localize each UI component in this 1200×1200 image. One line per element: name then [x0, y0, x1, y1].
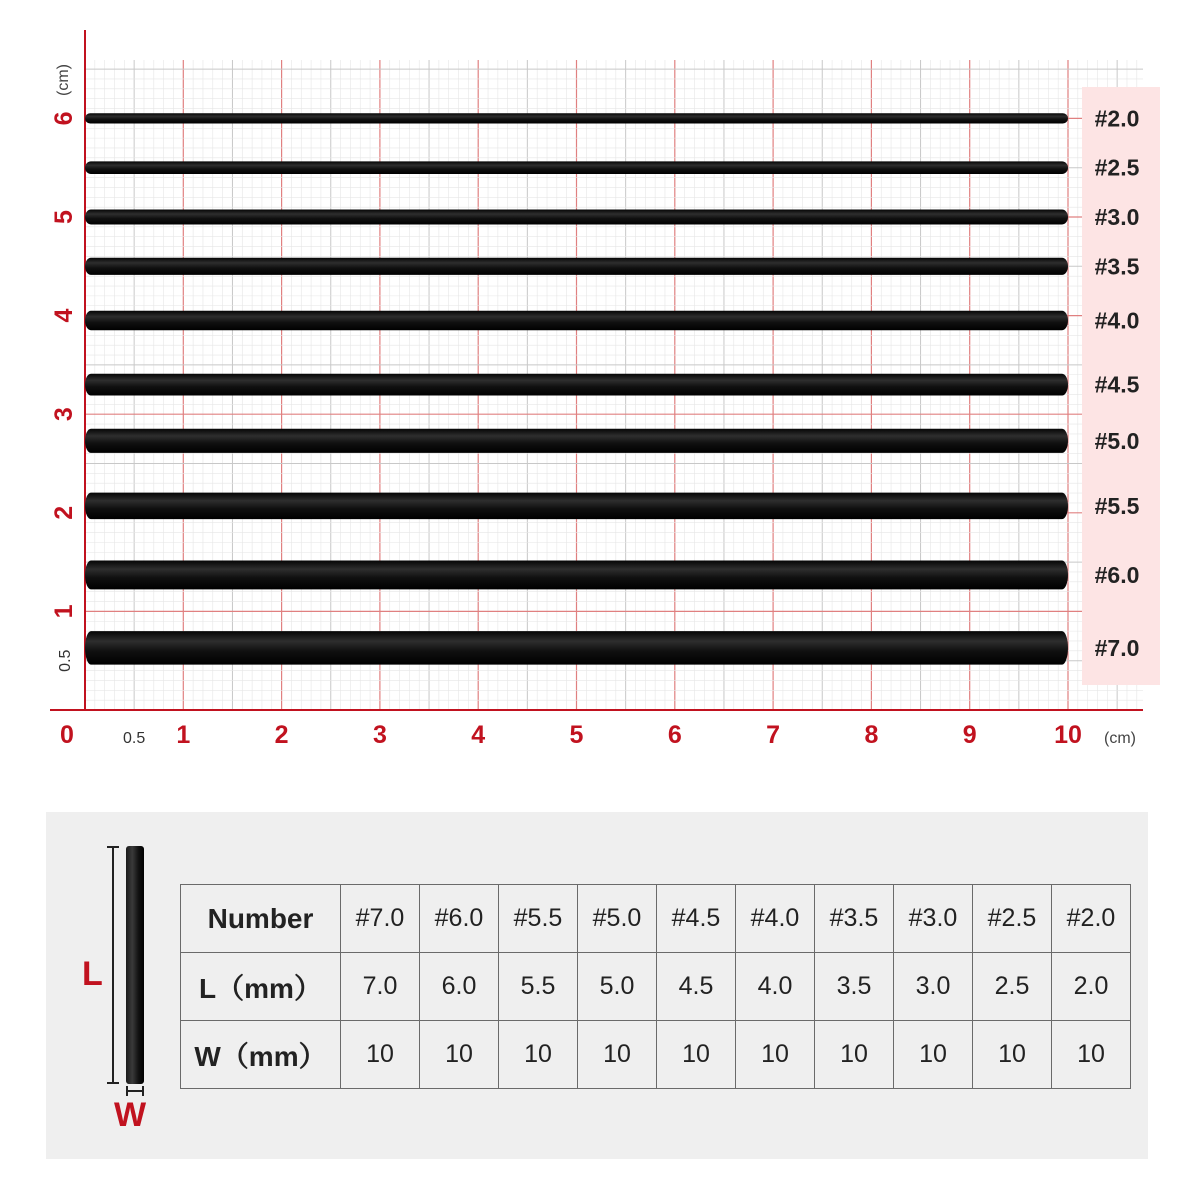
rod-size-label: #2.0 — [1094, 105, 1140, 132]
rod-illustration — [126, 846, 144, 1084]
x-tick-label: 5 — [569, 721, 584, 749]
rod-size-label: #3.0 — [1094, 204, 1140, 230]
rod-size-label: #3.5 — [1094, 253, 1140, 280]
length-label: L — [82, 955, 103, 993]
rod-bar — [85, 161, 1068, 174]
y-tick-label: 3 — [50, 407, 78, 422]
y-tick-label: 2 — [50, 505, 78, 520]
table-cell: #5.0 — [578, 885, 657, 953]
x-tick-label: 0 — [60, 721, 74, 749]
table-cell: 10 — [894, 1021, 973, 1089]
y-tick-label: 6 — [50, 111, 78, 126]
table-cell: #4.0 — [736, 885, 815, 953]
x-tick-label: 4 — [471, 721, 486, 749]
rod-bar — [85, 311, 1068, 331]
x-unit-label: (cm) — [1104, 730, 1136, 747]
rod-bar — [85, 561, 1068, 590]
x-tick-label: 9 — [962, 721, 977, 749]
table-cell: 5.0 — [578, 953, 657, 1021]
width-dimension-line — [126, 1090, 144, 1092]
table-cell: #2.0 — [1052, 885, 1131, 953]
rod-bar — [85, 429, 1068, 453]
table-cell: #4.5 — [657, 885, 736, 953]
y-tick-label: 0.5 — [57, 649, 74, 672]
x-tick-label: 0.5 — [123, 730, 146, 747]
table-cell: 2.5 — [973, 953, 1052, 1021]
table-cell: 10 — [578, 1021, 657, 1089]
rod-size-label: #6.0 — [1094, 561, 1140, 588]
y-unit-label: (cm) — [55, 64, 72, 96]
row-title-length: L（mm） — [181, 953, 341, 1021]
rod-size-label: #2.5 — [1094, 154, 1140, 181]
table-cell: 10 — [1052, 1021, 1131, 1089]
table-cell: 3.5 — [815, 953, 894, 1021]
rod-bar — [85, 113, 1068, 123]
table-cell: 10 — [736, 1021, 815, 1089]
x-tick-label: 2 — [274, 721, 289, 749]
table-cell: 5.5 — [499, 953, 578, 1021]
table-cell: #3.0 — [894, 885, 973, 953]
x-tick-label: 3 — [372, 721, 387, 749]
table-cell: #6.0 — [420, 885, 499, 953]
y-tick-label: 1 — [50, 604, 78, 619]
rod-bar — [85, 210, 1068, 225]
rod-bar — [85, 493, 1068, 519]
table-cell: 10 — [815, 1021, 894, 1089]
rod-bar — [85, 258, 1068, 275]
table-cell: 10 — [420, 1021, 499, 1089]
table-cell: 10 — [341, 1021, 420, 1089]
y-tick-label: 5 — [50, 210, 78, 224]
rod-size-label: #4.0 — [1094, 307, 1140, 334]
rod-bar — [85, 374, 1068, 396]
table-cell: #7.0 — [341, 885, 420, 953]
table-cell: 6.0 — [420, 953, 499, 1021]
rod-size-label: #7.0 — [1094, 634, 1140, 661]
x-tick-label: 10 — [1054, 721, 1082, 749]
table-cell: 10 — [499, 1021, 578, 1089]
x-tick-label: 1 — [176, 721, 191, 749]
table-cell: 10 — [973, 1021, 1052, 1089]
table-cell: 4.5 — [657, 953, 736, 1021]
y-tick-label: 4 — [50, 308, 78, 323]
x-tick-label: 8 — [864, 721, 879, 749]
table-cell: 4.0 — [736, 953, 815, 1021]
length-dimension-line — [112, 846, 114, 1084]
table-row — [181, 1021, 1131, 1089]
x-tick-label: 6 — [667, 721, 682, 749]
table-cell: 10 — [657, 1021, 736, 1089]
table-cell: #3.5 — [815, 885, 894, 953]
table-row — [181, 885, 1131, 953]
width-label: W — [114, 1096, 147, 1134]
x-tick-label: 7 — [766, 721, 781, 749]
spec-table — [180, 884, 1131, 1089]
spec-panel — [46, 812, 1148, 1159]
row-title-width: W（mm） — [181, 1021, 341, 1089]
table-cell: 2.0 — [1052, 953, 1131, 1021]
table-row — [181, 953, 1131, 1021]
table-cell: #5.5 — [499, 885, 578, 953]
rod-size-label: #5.5 — [1094, 492, 1140, 519]
header-title: Number — [181, 885, 341, 953]
rod-bar — [85, 631, 1068, 664]
rod-size-label: #4.5 — [1094, 371, 1140, 398]
table-cell: 7.0 — [341, 953, 420, 1021]
rod-size-label: #5.0 — [1094, 427, 1140, 454]
table-cell: 3.0 — [894, 953, 973, 1021]
table-cell: #2.5 — [973, 885, 1052, 953]
